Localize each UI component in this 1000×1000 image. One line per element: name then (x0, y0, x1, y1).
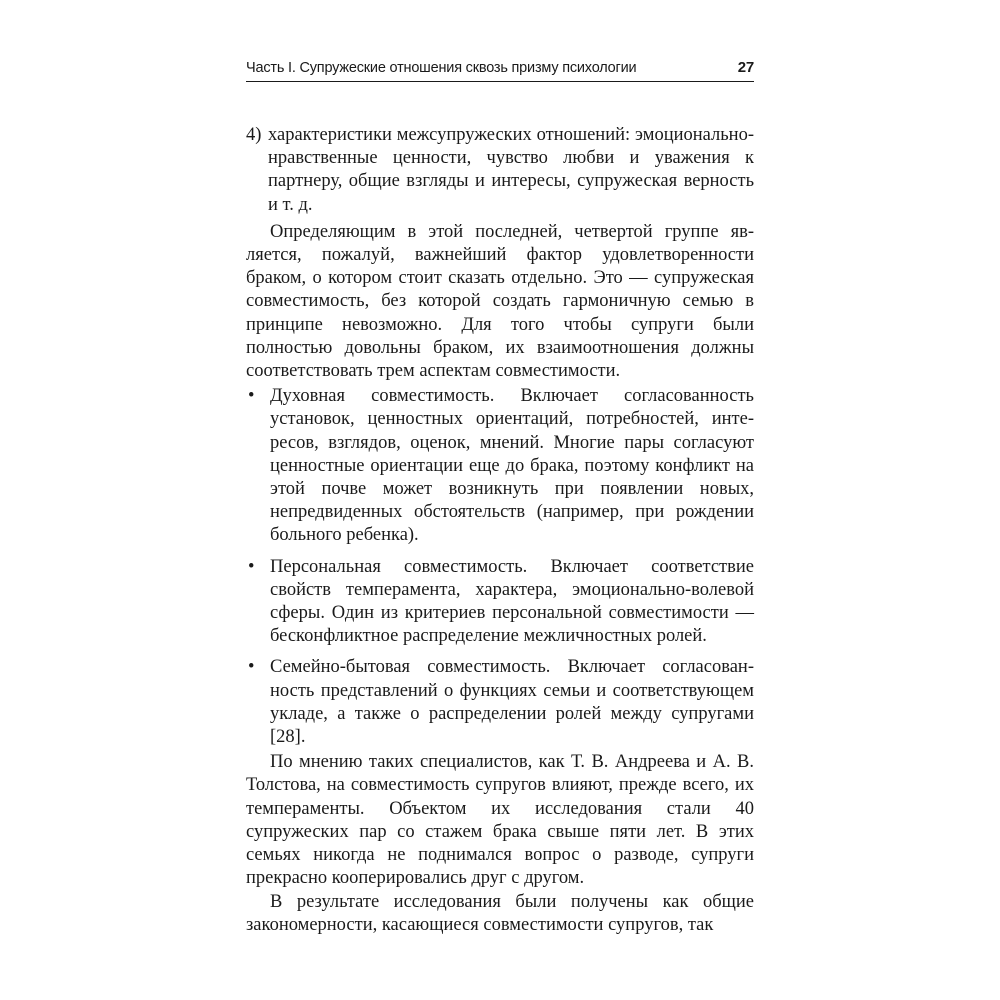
page-number: 27 (737, 59, 754, 76)
bullet-item-personal (246, 556, 754, 649)
bullet-list (246, 385, 754, 749)
bullet-item-household (246, 656, 754, 749)
numbered-item-text: характеристики межсупружеских отношений: эмоционально-нравственные ценности, чувство любви и уважения к партнеру, общие взгляды и интересы, супружеская верность и т. д. (268, 125, 754, 215)
paragraph: По мнению таких специалистов, как Т. В. Андреева и А. В. Толстова, на совместимость супругов влияют, прежде всего, их темпераменты. Объектом их исследования стали 40 супружеских пар со стажем брака свыше пяти лет. В этих семьях никогда не поднимался вопрос о разводе, супруги прекрасно кооперировались друг с другом. (246, 752, 754, 889)
running-title: Часть I. Супружеские отношения сквозь призму психологии (246, 60, 637, 76)
bullet-text: Духовная совместимость. Включает согласованность установок, ценностных ориентаций, потребностей, интересов, взглядов, оценок, мнений. Многие пары согласуют ценностные ориентации еще до брака, поэтому конфликт на этой почве может возникнуть при появлении новых, непредвиденных обстоятельств (например, при рождении больного ребенка). (270, 386, 754, 546)
body-text (246, 124, 754, 937)
bullet-marker: • (248, 657, 255, 678)
bullet-text: Персональная совместимость. Включает соответствие свойств темперамента, характера, эмоционально-волевой сферы. Один из критериев персональной совместимости — бесконфликтное распределение межличностных ролей. (270, 556, 754, 647)
numbered-item-marker: 4) (246, 125, 262, 145)
bullet-item-spiritual (246, 385, 754, 547)
paragraph: В результате исследования были получены как общие закономерности, касающиеся совместимости супругов, так (246, 891, 754, 935)
paragraph: Определяющим в этой последней, четвертой группе является, пожалуй, важнейший фактор удовлетворенности браком, о котором стоит сказать отдельно. Это — супружеская совместимость, без которой создать гармоничную семью в принципе невозможно. Для того чтобы супруги были полностью довольны браком, их взаимоотношения должны соответствовать трем аспектам совместимости. (246, 221, 754, 382)
numbered-item (246, 124, 754, 217)
bullet-marker: • (248, 556, 255, 577)
running-header (246, 58, 754, 82)
book-page (246, 58, 754, 937)
bullet-marker: • (248, 386, 255, 407)
bullet-text: Семейно-бытовая совместимость. Включает согласованность представлений о функциях семьи и соответствующем укладе, а также о распределении ролей между супругами [28]. (270, 657, 754, 748)
